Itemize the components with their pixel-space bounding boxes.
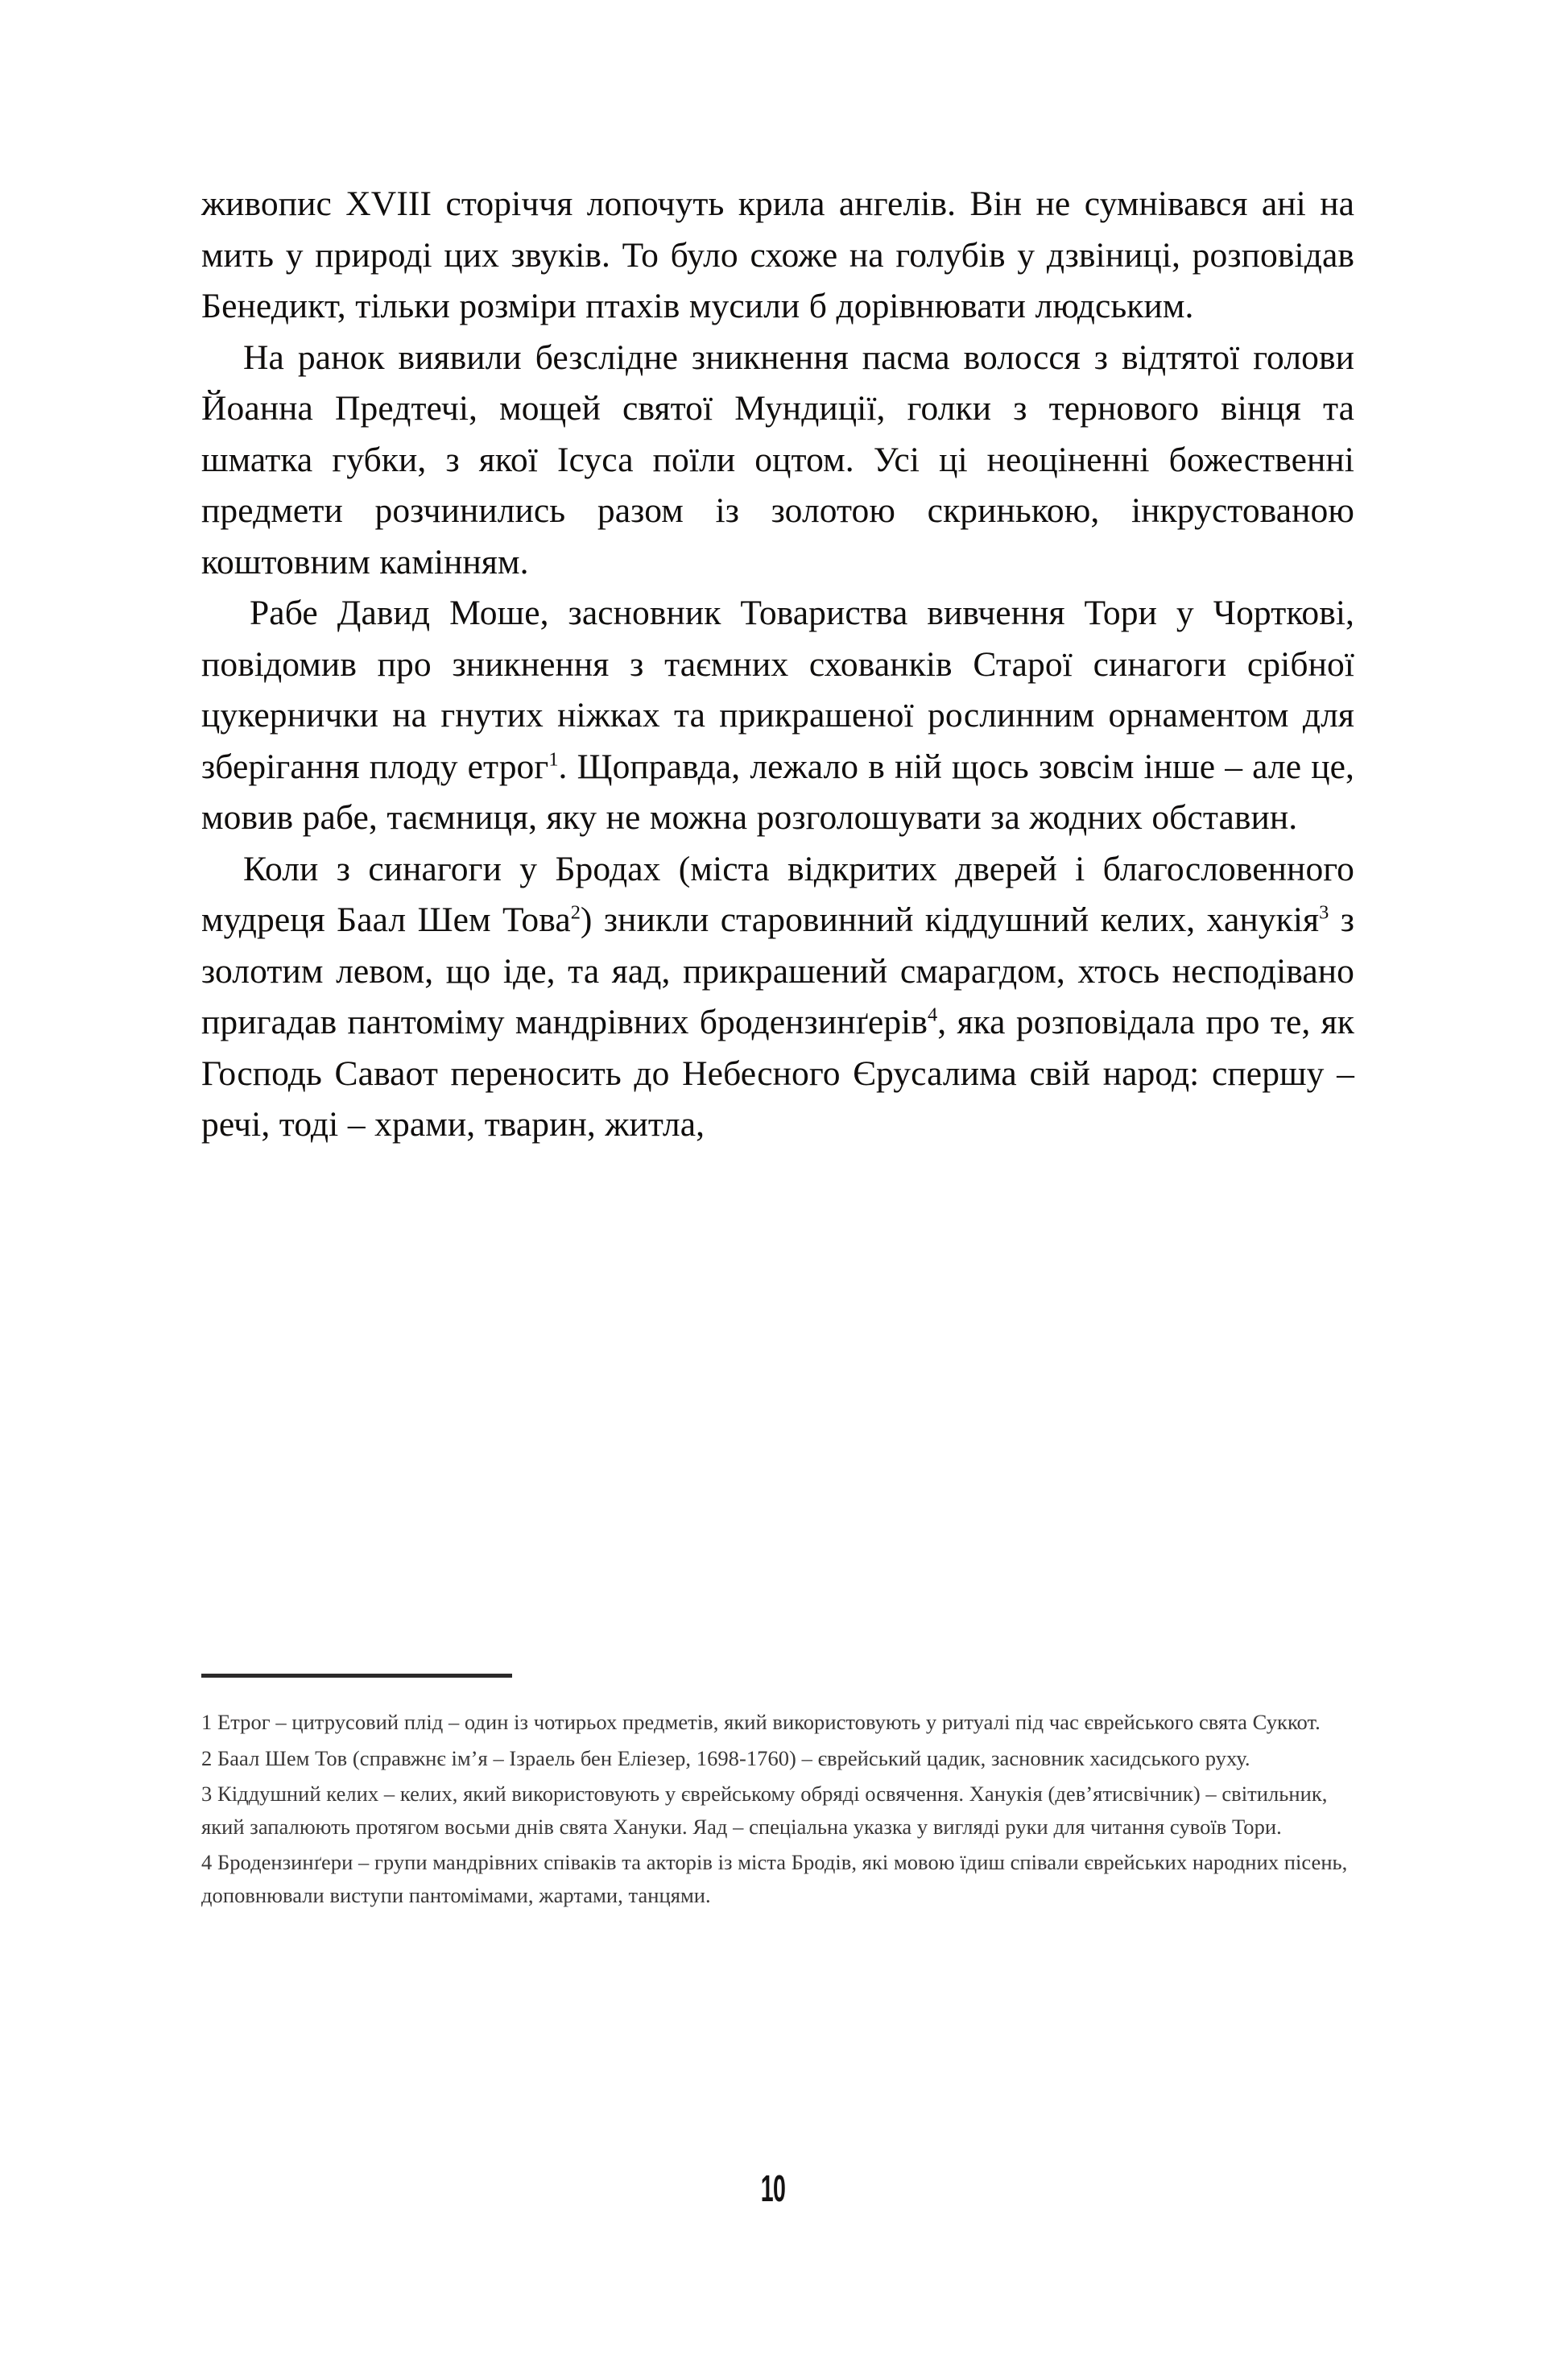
paragraph-1: живопис XVIII сторіччя лопочуть крила ангелів. Він не сумнівався ані на мить у природі цих звуків. То було схоже на голубів у дзвіниці, розповідав Бенедикт, тільки розміри птахів мусили б дорівнювати людським.: [201, 184, 1354, 325]
paragraph-4-segment-3: з золотим левом, що іде, та яад, прикрашений смарагдом, хтось несподівано пригадав пантоміму мандрівних бродензинґерів: [201, 900, 1354, 1041]
footnote-marker-3[interactable]: 3: [1319, 901, 1329, 924]
paragraph-4-segment-1: Коли з синагоги у Бродах (міста відкритих дверей і благословенного мудреця Баал Шем Това: [201, 849, 1354, 939]
page-number: 10: [760, 2167, 786, 2209]
footnote-item-3: 3 Кіддушний келих – келих, який використовують у єврейському обряді освячення. Ханукія (дев’ятисвічник) – світильник, який запалюють протягом восьми днів свята Хануки. Яад – спеціальна указка у вигляді руки для читання сувоїв Тори.: [201, 1782, 1328, 1839]
paragraph-3: [201, 588, 1354, 844]
paragraph-3-text-before-footnote: Рабе Давид Моше, засновник Товариства вивчення Тори у Чорткові, повідомив про зникнення з таємних схованків Старої синагоги срібної цукернички на гнутих ніжках та прикрашеної рослинним орнаментом для зберігання плоду етрог: [201, 594, 1354, 786]
body-text-block: [201, 179, 1354, 1151]
paragraph-4: [201, 844, 1354, 1151]
footnote-item-1: 1 Етрог – цитрусовий плід – один із чотирьох предметів, який використовують у ритуалі під час єврейського свята Суккот.: [201, 1710, 1321, 1734]
paragraph-2: На ранок виявили безслідне зникнення пасма волосся з відтятої голови Йоанна Предтечі, мощей святої Мундиції, голки з тернового вінця та шматка губки, з якої Ісуса поїли оцтом. Усі ці неоціненні божественні предмети розчинились разом із золотою скринькою, інкрустованою коштовним камінням.: [201, 337, 1354, 582]
footnote-item-2: 2 Баал Шем Тов (справжнє ім’я – Ізраель бен Еліезер, 1698-1760) – єврейський цадик, засновник хасидського руху.: [201, 1745, 1250, 1770]
footnote-marker-2[interactable]: 2: [570, 901, 581, 924]
footnote-item-4: 4 Бродензинґери – групи мандрівних співаків та акторів із міста Бродів, які мовою їдиш співали єврейських народних пісень, доповнювали виступи пантомімами, жартами, танцями.: [201, 1850, 1348, 1907]
footnote-marker-4[interactable]: 4: [928, 1004, 938, 1026]
paragraph-4-segment-2: ) зникли старовинний кіддушний келих, ханукія: [580, 900, 1320, 939]
paragraph-3-text-after-footnote: . Щоправда, лежало в ній щось зовсім інше – але це, мовив рабе, таємниця, яку не можна розголошувати за жодних обставин.: [201, 747, 1354, 837]
footnotes-block: [201, 1706, 1359, 1914]
footnote-marker-1[interactable]: 1: [548, 748, 559, 770]
footnote-separator-rule: [201, 1674, 512, 1678]
paragraph-4-segment-4: , яка розповідала про те, як Господь Саваот переносить до Небесного Єрусалима свій народ: спершу – речі, тоді – храми, тварин, житла,: [201, 1003, 1354, 1144]
